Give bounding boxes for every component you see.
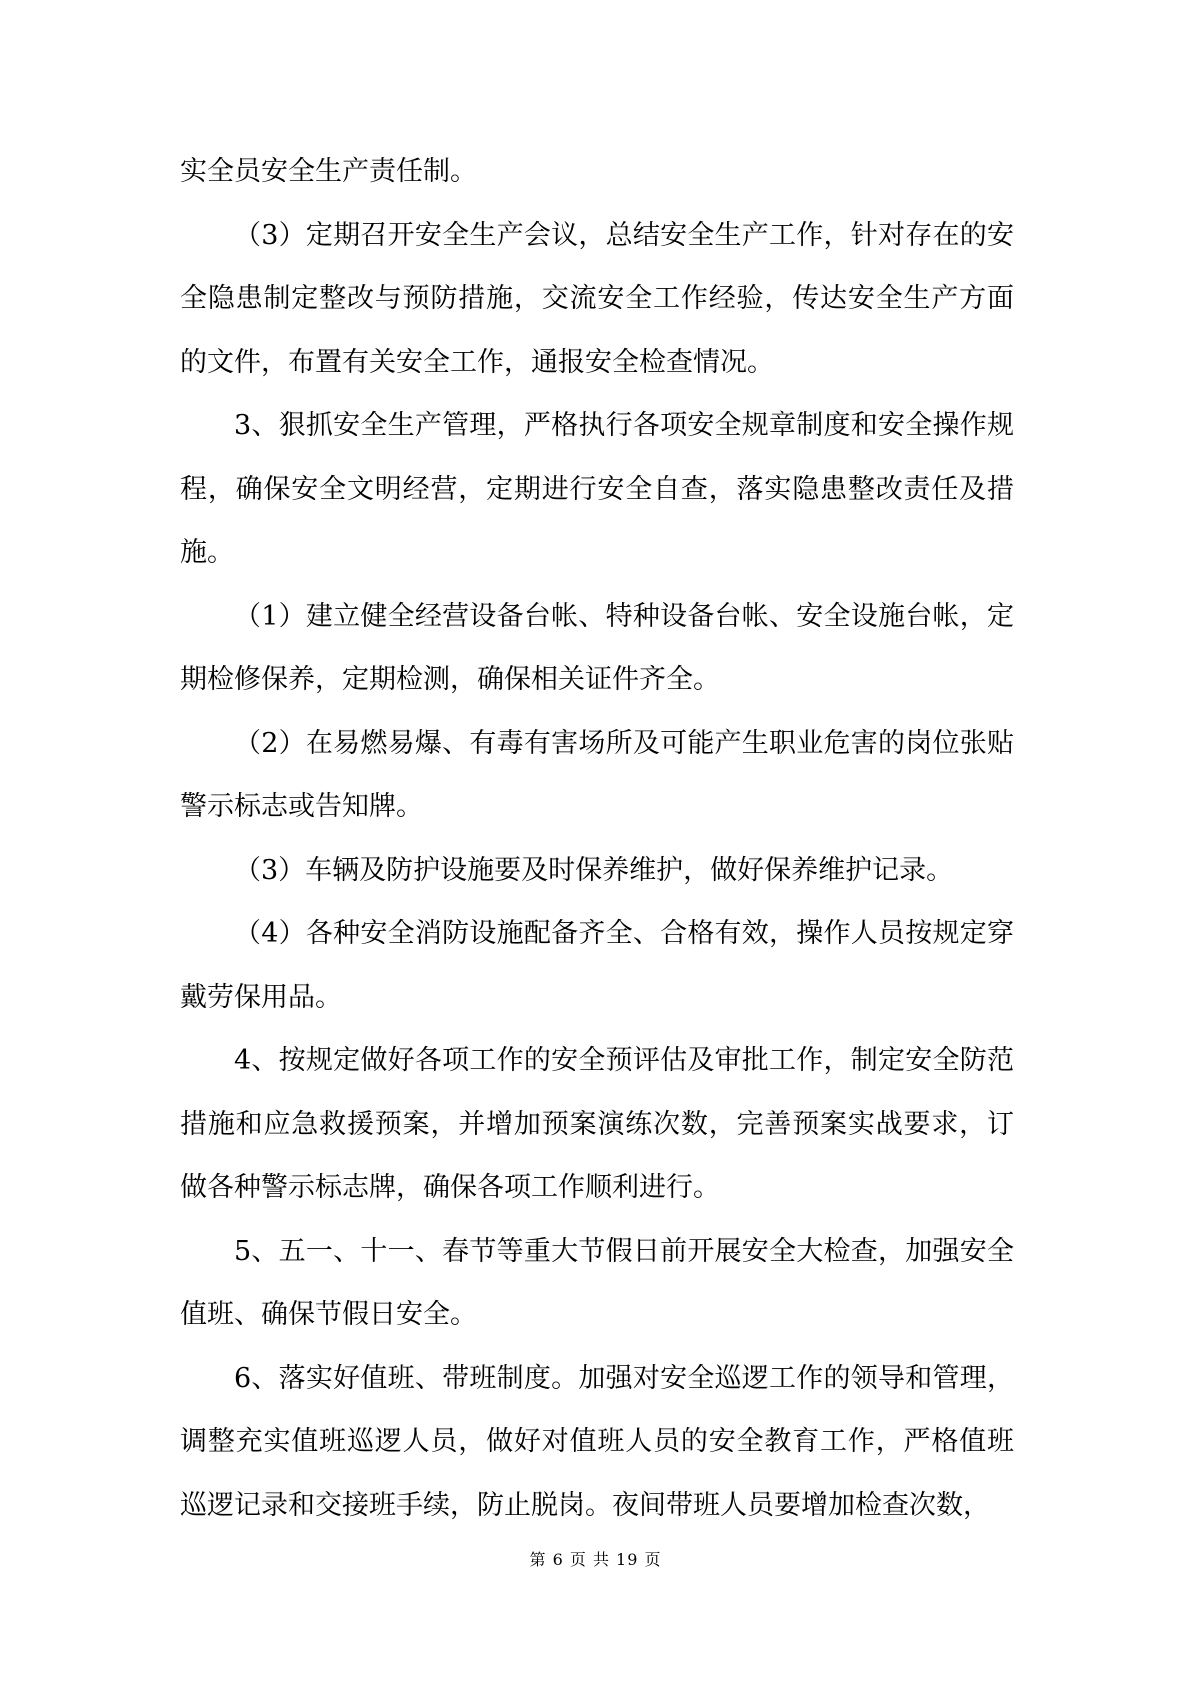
paragraph-2: 3、狠抓安全生产管理，严格执行各项安全规章制度和安全操作规程，确保安全文明经营，定期进行安全自查，落实隐患整改责任及措施。 xyxy=(180,410,1014,568)
paragraph-7: 4、按规定做好各项工作的安全预评估及审批工作，制定安全防范措施和应急救援预案，并增加预案演练次数，完善预案实战要求，订做各种警示标志牌，确保各项工作顺利进行。 xyxy=(180,1045,1014,1203)
page-number-footer: 第 6 页 共 19 页 xyxy=(529,1550,662,1569)
paragraph-9: 6、落实好值班、带班制度。加强对安全巡逻工作的领导和管理，调整充实值班巡逻人员，做好对值班人员的安全教育工作，严格值班巡逻记录和交接班手续，防止脱岗。夜间带班人员要增加检查次数， xyxy=(180,1362,1014,1521)
paragraph-6: （4）各种安全消防设施配备齐全、合格有效，操作人员按规定穿戴劳保用品。 xyxy=(180,918,1014,1013)
paragraph-1: （3）定期召开安全生产会议，总结安全生产工作，针对存在的安全隐患制定整改与预防措施，交流安全工作经验，传达安全生产方面的文件，布置有关安全工作，通报安全检查情况。 xyxy=(180,219,1014,378)
paragraph-5: （3）车辆及防护设施要及时保养维护，做好保养维护记录。 xyxy=(234,854,954,886)
paragraph-3: （1）建立健全经营设备台帐、特种设备台帐、安全设施台帐，定期检修保养，定期检测，确保相关证件齐全。 xyxy=(180,600,1014,695)
document-body xyxy=(180,140,1014,1537)
paragraph-8: 5、五一、十一、春节等重大节假日前开展安全大检查，加强安全值班、确保节假日安全。 xyxy=(180,1235,1014,1330)
paragraph-0: 实全员安全生产责任制。 xyxy=(180,156,477,187)
paragraph-4: （2）在易燃易爆、有毒有害场所及可能产生职业危害的岗位张贴警示标志或告知牌。 xyxy=(180,727,1014,822)
